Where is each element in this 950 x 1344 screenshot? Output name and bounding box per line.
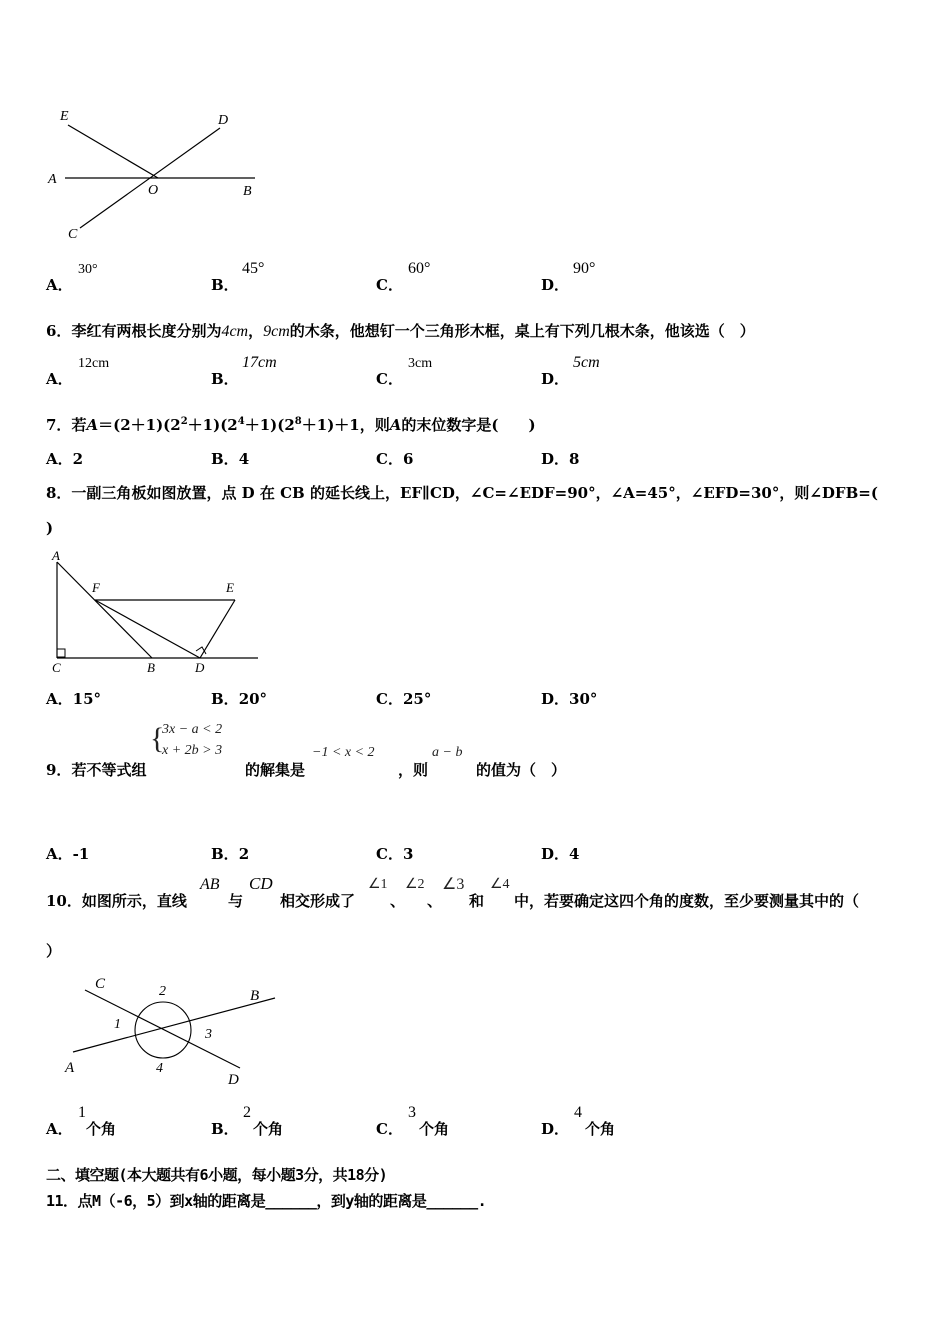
q8-option-b[interactable]: [211, 688, 267, 709]
q8-option-c-letter: C．: [376, 690, 403, 708]
q5-option-d-letter[interactable]: D．: [541, 276, 570, 294]
q9-expression: a − b: [432, 745, 463, 760]
q7-text-a: 若: [71, 416, 87, 434]
q7-var-2: A: [389, 416, 402, 434]
label-c: C: [52, 660, 61, 675]
angle-circle: [135, 1002, 191, 1058]
q8-option-d-value: 30°: [569, 690, 598, 708]
q10-number-and-text-a: [46, 890, 187, 911]
q6-option-c-value: 3cm: [408, 356, 433, 371]
q5-option-a-letter[interactable]: A．: [46, 276, 73, 294]
q6-option-a-value: 12cm: [78, 356, 110, 371]
q6-option-d-value: 5cm: [573, 354, 600, 371]
q9-inequality-system: [150, 722, 250, 764]
q10-text-a: 如图所示，直线: [81, 892, 187, 910]
q9-text-d: 的值为（ ）: [476, 761, 567, 779]
q10-option-c-unit: 个角: [419, 1120, 450, 1138]
label-a: A: [48, 172, 57, 187]
angle-number-1: 1: [114, 1017, 121, 1032]
q10-text-e: 中，若要确定这四个角的度数，至少要测量其中的（: [514, 892, 860, 910]
q10-separator-1: 、: [390, 892, 406, 910]
q9-option-a[interactable]: [46, 843, 89, 864]
q7-exp-2: 4: [237, 416, 245, 427]
q9-option-d-letter: D．: [541, 845, 570, 863]
label-b: B: [250, 988, 260, 1004]
q6-number: 6．: [46, 322, 72, 340]
q10-text-b: 与: [228, 892, 244, 910]
q8-option-b-letter: B．: [211, 690, 239, 708]
q7-exp-1: 2: [180, 416, 188, 427]
q7-option-b[interactable]: [211, 448, 249, 469]
q10-text-c: 相交形成了: [280, 892, 356, 910]
q10-text-d: 和: [469, 892, 485, 910]
q8-stem-line-1: 8．一副三角板如图放置，点 D 在 CB 的延长线上，EF∥CD，∠C=∠EDF=90°，∠A=45°，∠EFD=30°，则∠DFB=(: [46, 484, 878, 502]
q8-options: [46, 688, 746, 710]
q10-option-b-letter[interactable]: B．: [211, 1120, 239, 1138]
q10-option-d-unit: 个角: [585, 1120, 616, 1138]
q6-options: [46, 354, 746, 388]
segment-ed: [200, 600, 235, 658]
label-e: E: [60, 109, 69, 124]
q9-number: 9．: [46, 761, 72, 779]
angle-number-3: 3: [205, 1027, 212, 1042]
label-d: D: [228, 1072, 239, 1088]
q6-separator: ，: [248, 322, 264, 340]
q5-options: [46, 260, 746, 294]
q7-text-b: ＝(2＋1)(2: [98, 416, 181, 434]
q6-option-d-letter[interactable]: D．: [541, 370, 570, 388]
q8-option-b-value: 20°: [238, 690, 268, 708]
label-d: D: [218, 113, 229, 128]
q5-option-a-value: 30°: [78, 262, 98, 277]
q5-option-b-letter[interactable]: B．: [211, 276, 239, 294]
figure-q10-intersecting-lines: [55, 968, 280, 1090]
label-a: A: [52, 548, 60, 563]
q6-option-a-letter[interactable]: A．: [46, 370, 73, 388]
q10-number: 10．: [46, 892, 82, 910]
q10-option-a-value: 1: [78, 1104, 86, 1121]
q7-stem: [46, 414, 536, 435]
q6-option-c-letter[interactable]: C．: [376, 370, 403, 388]
q7-option-d-value: 8: [569, 450, 580, 468]
q7-number: 7．: [46, 416, 72, 434]
q10-option-a-unit: 个角: [86, 1120, 117, 1138]
q8-option-c-value: 25°: [402, 690, 432, 708]
label-a: A: [65, 1060, 75, 1076]
q9-option-c[interactable]: [376, 843, 413, 864]
q8-option-a-letter: A．: [46, 690, 73, 708]
section-2-title: 二、填空题(本大题共有6小题，每小题3分，共18分): [46, 1166, 388, 1184]
q9-option-a-letter: A．: [46, 845, 73, 863]
q7-option-c[interactable]: [376, 448, 413, 469]
q5-option-d-value: 90°: [573, 260, 596, 277]
label-b: B: [243, 184, 252, 199]
q8-option-d-letter: D．: [541, 690, 570, 708]
q9-option-d-value: 4: [569, 845, 580, 863]
segment-ab: [57, 562, 152, 658]
q9-option-c-letter: C．: [376, 845, 403, 863]
q7-text-t3: ＋1)＋1，则: [301, 416, 390, 434]
q10-options: [46, 1104, 746, 1138]
q7-var: A: [86, 416, 99, 434]
q7-option-b-letter: B．: [211, 450, 239, 468]
q10-angle-2: ∠2: [405, 877, 425, 892]
q7-text-t2: ＋1)(2: [244, 416, 295, 434]
q7-options: [46, 448, 746, 470]
q8-option-a-value: 15°: [72, 690, 102, 708]
right-angle-c: [57, 649, 65, 657]
q10-angle-1: ∠1: [368, 877, 388, 892]
line-ab: [73, 998, 275, 1052]
angle-number-2: 2: [159, 984, 166, 999]
label-c: C: [95, 976, 106, 992]
q7-option-a-letter: A．: [46, 450, 73, 468]
label-e: E: [226, 580, 234, 595]
q10-line-cd: CD: [249, 874, 273, 893]
label-f: F: [92, 580, 100, 595]
q11-stem: 11．点M（-6，5）到x轴的距离是______，到y轴的距离是______.: [46, 1192, 487, 1210]
label-o: O: [148, 183, 159, 198]
q8-stem-line-2: ): [46, 519, 54, 537]
q10-option-d-letter[interactable]: D．: [541, 1120, 570, 1138]
q7-option-b-value: 4: [238, 450, 250, 468]
ray-oe: [68, 125, 158, 178]
q5-option-c-value: 60°: [408, 260, 431, 277]
q9-option-c-value: 3: [402, 845, 414, 863]
q10-option-d-value: 4: [574, 1104, 582, 1121]
q9-option-b-letter: B．: [211, 845, 239, 863]
q5-option-c-letter[interactable]: C．: [376, 276, 403, 294]
q5-option-b-value: 45°: [242, 260, 265, 277]
q10-option-c-letter[interactable]: C．: [376, 1120, 403, 1138]
q10-stem-line-2: ）: [46, 942, 62, 960]
q7-text-c: 的末位数字是( ): [401, 416, 536, 434]
q8-option-a[interactable]: [46, 688, 101, 709]
label-b: B: [147, 660, 155, 675]
q7-text-t1: ＋1)(2: [187, 416, 238, 434]
q10-line-ab: AB: [200, 876, 220, 893]
figure-q8-triangles: [40, 548, 270, 678]
q7-option-a-value: 2: [72, 450, 84, 468]
q9-option-b-value: 2: [238, 845, 250, 863]
q9-options: [46, 843, 746, 865]
q6-text-a: 李红有两根长度分别为: [71, 322, 222, 340]
q6-length-1: 4cm: [221, 323, 249, 340]
segment-fd: [95, 600, 200, 658]
q9-option-b[interactable]: [211, 843, 249, 864]
q10-option-a-letter[interactable]: A．: [46, 1120, 73, 1138]
q7-option-c-letter: C．: [376, 450, 403, 468]
q9-brace-icon: {: [150, 722, 165, 755]
q9-solution: −1 < x < 2: [312, 745, 375, 760]
q6-text-b: 的木条，他想钉一个三角形木框，桌上有下列几根木条，他该选（ ）: [289, 322, 755, 340]
q8-option-c[interactable]: [376, 688, 431, 709]
q10-option-b-unit: 个角: [253, 1120, 284, 1138]
angle-number-4: 4: [156, 1061, 163, 1076]
q7-option-d[interactable]: [541, 448, 579, 469]
q9-option-d[interactable]: [541, 843, 579, 864]
q10-angle-4: ∠4: [490, 877, 510, 892]
q7-option-a[interactable]: [46, 448, 83, 469]
label-d: D: [195, 660, 205, 675]
right-angle-d: [196, 647, 206, 654]
q9-inequality-1: 3x − a < 2: [162, 722, 223, 737]
q8-option-d[interactable]: [541, 688, 597, 709]
q9-option-a-value: -1: [72, 845, 90, 863]
q9-text-a: 若不等式组: [71, 761, 147, 779]
q9-text-b: 的解集是: [245, 761, 306, 779]
q9-inequality-2: x + 2b > 3: [162, 743, 223, 758]
q10-option-b-value: 2: [243, 1104, 251, 1121]
q7-exp-3: 8: [294, 416, 302, 427]
q10-separator-2: 、: [427, 892, 443, 910]
q7-option-c-value: 6: [402, 450, 414, 468]
q7-option-d-letter: D．: [541, 450, 570, 468]
q9-text-c: ，则: [398, 761, 429, 779]
q9-number-and-text-a: [46, 759, 146, 780]
q6-length-2: 9cm: [263, 323, 290, 340]
figure-q5-intersecting-lines: [40, 100, 270, 250]
q10-angle-3: ∠3: [442, 876, 465, 893]
q10-option-c-value: 3: [408, 1104, 416, 1121]
q6-option-b-value: 17cm: [242, 354, 277, 371]
q6-option-b-letter[interactable]: B．: [211, 370, 239, 388]
label-c: C: [68, 227, 78, 242]
q6-stem: [46, 320, 755, 341]
